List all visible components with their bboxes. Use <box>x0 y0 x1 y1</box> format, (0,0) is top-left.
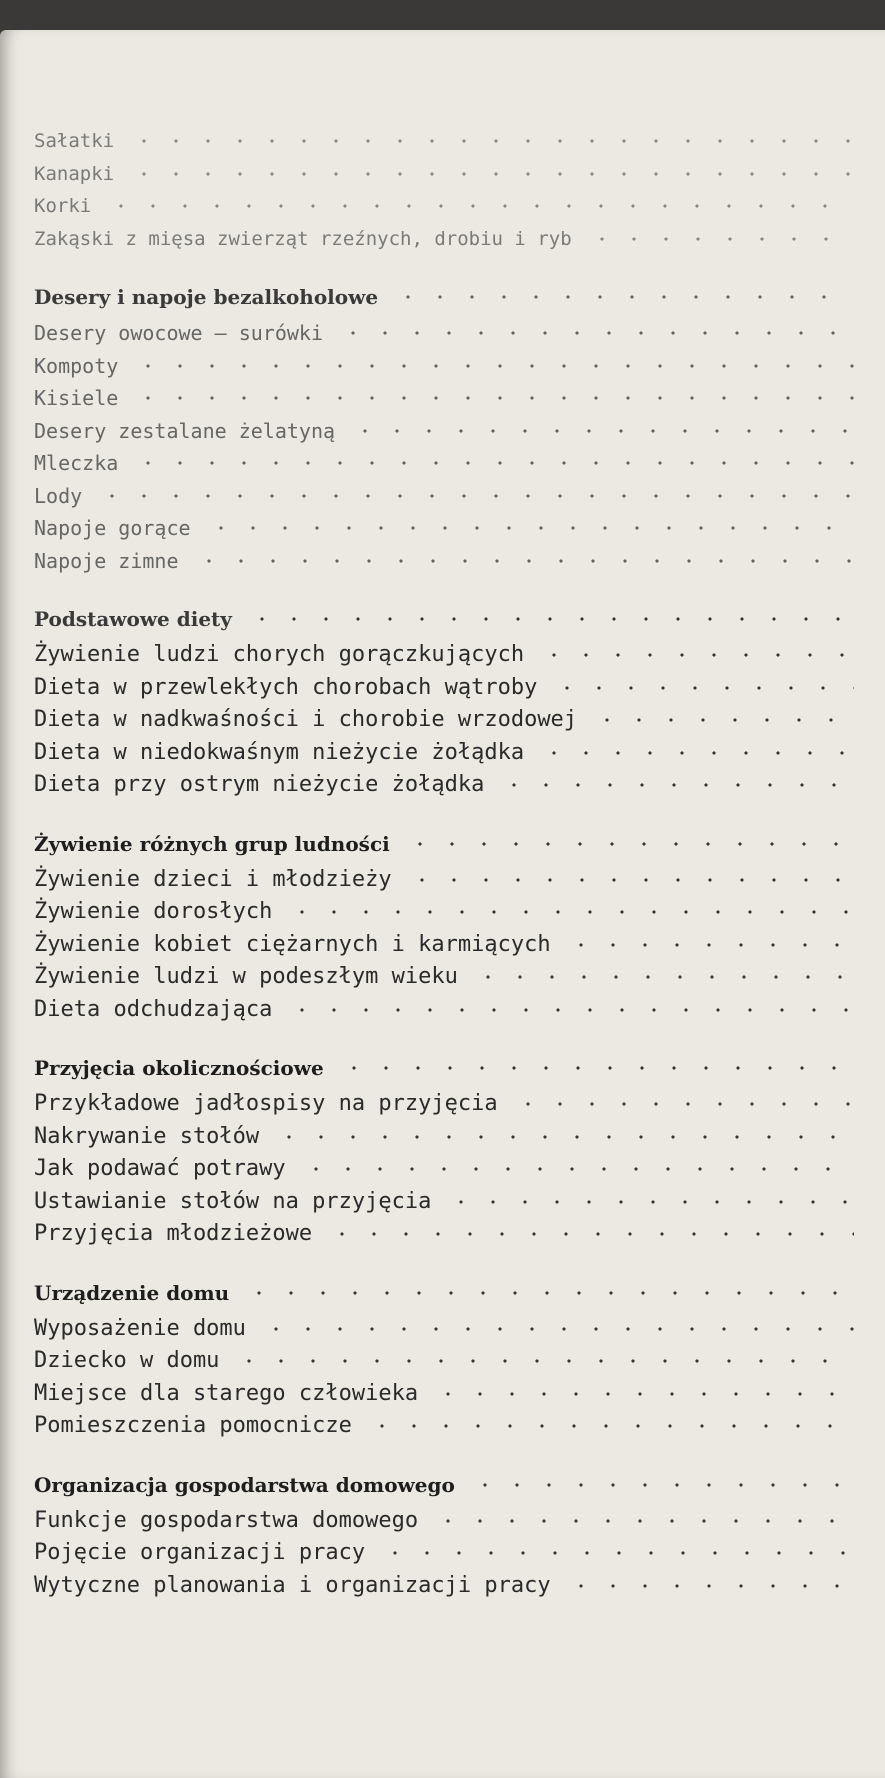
section-heading <box>34 1465 854 1505</box>
toc-entry-text: Żywienie ludzi chorych gorączkujących <box>34 642 525 667</box>
dot-leader <box>349 429 854 433</box>
toc-entry <box>34 480 854 513</box>
toc-entry <box>34 1121 854 1154</box>
toc-entry <box>34 1153 854 1186</box>
toc-entry <box>34 639 854 672</box>
toc-entry-text: Żywienie dorosłych <box>34 899 273 924</box>
toc-entry <box>34 672 854 705</box>
dot-leader <box>565 943 854 947</box>
toc-entry <box>34 190 854 223</box>
toc-entry <box>34 1345 854 1378</box>
dot-leader <box>512 1102 854 1106</box>
toc-entry-text: Zakąski z mięsa zwierząt rzeźnych, drobiu i ryb <box>34 227 572 250</box>
toc-entry <box>34 961 854 994</box>
toc-entry <box>34 704 854 737</box>
book-page <box>0 30 885 1778</box>
toc-entry <box>34 512 854 545</box>
dot-leader <box>404 842 854 846</box>
toc-entry-text: Kompoty <box>34 353 119 378</box>
toc-entry-text: Pomieszczenia pomocnicze <box>34 1413 352 1438</box>
section-heading-text: Przyjęcia okolicznościowe <box>34 1056 324 1080</box>
toc-entry-text: Desery owocowe — surówki <box>34 321 323 345</box>
toc-entry-text: Kisiele <box>34 386 119 410</box>
toc-entry <box>34 769 854 802</box>
toc-entry-text: Sałatki <box>34 130 115 152</box>
dot-leader <box>469 1483 854 1487</box>
section-heading <box>34 1048 854 1088</box>
toc-entry-text: Miejsce dla starego człowieka <box>34 1380 419 1406</box>
toc-entry-text: Napoje zimne <box>34 548 179 573</box>
dot-leader <box>406 878 854 882</box>
toc-entry <box>34 994 854 1027</box>
dot-leader <box>243 1291 854 1295</box>
toc-entry-text: Napoje gorące <box>34 516 191 540</box>
dot-leader <box>233 1359 854 1363</box>
toc-section <box>34 1465 854 1603</box>
dot-leader <box>551 686 854 690</box>
toc-entry-text: Dieta odchudzająca <box>34 996 273 1022</box>
toc-entry-text: Dieta w przewlekłych chorobach wątroby <box>34 674 538 700</box>
dot-leader <box>205 526 854 530</box>
toc-entry-text: Nakrywanie stołów <box>34 1123 260 1149</box>
toc-entry <box>34 929 854 962</box>
toc-entry <box>34 1218 854 1251</box>
toc-entry-text: Mleczka <box>34 451 119 475</box>
section-heading <box>34 824 854 864</box>
dot-leader <box>432 1519 854 1523</box>
dot-leader <box>132 461 854 465</box>
section-heading <box>34 1273 854 1313</box>
dot-leader <box>273 1135 854 1139</box>
toc-entry-text: Korki <box>34 195 92 217</box>
toc-section <box>34 125 854 255</box>
toc-entry-text: Wyposażenie domu <box>34 1315 246 1341</box>
section-heading-text: Urządzenie domu <box>34 1280 230 1305</box>
section-heading <box>34 599 854 639</box>
toc-entry <box>34 1537 854 1570</box>
table-of-contents <box>34 125 854 1624</box>
dot-leader <box>132 364 854 368</box>
toc-entry <box>34 1570 854 1603</box>
dot-leader <box>472 975 854 979</box>
dot-leader <box>338 1066 854 1070</box>
toc-entry-text: Przykładowe jadłospisy na przyjęcia <box>34 1091 498 1116</box>
toc-section <box>34 599 854 802</box>
toc-entry-text: Desery zestalane żelatyną <box>34 418 336 443</box>
toc-section <box>34 1048 854 1251</box>
toc-entry-text: Pojęcie organizacji pracy <box>34 1540 366 1565</box>
section-heading-text: Desery i napoje bezalkoholowe <box>34 285 379 309</box>
dot-leader <box>128 172 854 176</box>
toc-entry <box>34 415 854 448</box>
toc-entry <box>34 158 854 191</box>
toc-entry <box>34 1088 854 1121</box>
dot-leader <box>591 718 854 722</box>
dot-leader <box>128 139 854 143</box>
dot-leader <box>432 1392 854 1396</box>
toc-entry <box>34 1186 854 1219</box>
toc-entry <box>34 864 854 897</box>
toc-section <box>34 824 854 1027</box>
section-heading-text: Żywienie różnych grup ludności <box>34 831 390 856</box>
toc-entry-text: Żywienie kobiet ciężarnych i karmiących <box>34 931 551 957</box>
dot-leader <box>96 494 854 498</box>
toc-entry-text: Ustawianie stołów na przyjęcia <box>34 1188 432 1214</box>
dot-leader <box>105 204 854 208</box>
dot-leader <box>565 1584 854 1588</box>
dot-leader <box>586 237 854 241</box>
toc-entry-text: Funkcje gospodarstwa domowego <box>34 1507 419 1533</box>
toc-entry <box>34 317 854 350</box>
toc-section <box>34 1273 854 1443</box>
dot-leader <box>246 617 854 621</box>
dot-leader <box>379 1551 854 1555</box>
dot-leader <box>392 295 854 299</box>
dot-leader <box>445 1200 854 1204</box>
dot-leader <box>193 559 855 563</box>
toc-section <box>34 277 854 577</box>
dot-leader <box>300 1167 854 1171</box>
toc-entry <box>34 223 854 256</box>
toc-entry <box>34 737 854 770</box>
toc-entry-text: Kanapki <box>34 162 115 185</box>
dot-leader <box>538 653 854 657</box>
toc-entry-text: Lody <box>34 483 83 508</box>
toc-entry <box>34 896 854 929</box>
toc-entry <box>34 125 854 158</box>
toc-entry <box>34 1378 854 1411</box>
section-heading-text: Podstawowe diety <box>34 607 232 631</box>
toc-entry-text: Dziecko w domu <box>34 1348 220 1373</box>
dot-leader <box>286 1008 854 1012</box>
section-heading <box>34 277 854 317</box>
dot-leader <box>132 396 854 400</box>
dot-leader <box>498 783 854 787</box>
toc-entry-text: Dieta w nadkwaśności i chorobie wrzodowej <box>34 707 578 732</box>
toc-entry <box>34 447 854 480</box>
toc-entry <box>34 1410 854 1443</box>
toc-entry <box>34 350 854 383</box>
toc-entry <box>34 545 854 578</box>
dot-leader <box>337 331 854 335</box>
dot-leader <box>366 1424 854 1428</box>
section-heading-text: Organizacja gospodarstwa domowego <box>34 1472 455 1497</box>
toc-entry-text: Jak podawać potrawy <box>34 1156 286 1181</box>
toc-entry-text: Żywienie ludzi w podeszłym wieku <box>34 964 458 989</box>
toc-entry-text: Dieta przy ostrym nieżycie żołądka <box>34 772 485 797</box>
dot-leader <box>286 910 854 914</box>
toc-entry <box>34 382 854 415</box>
toc-entry <box>34 1505 854 1538</box>
toc-entry-text: Żywienie dzieci i młodzieży <box>34 866 392 892</box>
toc-entry-text: Dieta w niedokwaśnym nieżycie żołądka <box>34 739 525 765</box>
toc-entry-text: Przyjęcia młodzieżowe <box>34 1221 313 1246</box>
dot-leader <box>260 1327 854 1331</box>
toc-entry-text: Wytyczne planowania i organizacji pracy <box>34 1572 551 1598</box>
dot-leader <box>538 751 854 755</box>
dot-leader <box>326 1232 854 1236</box>
toc-entry <box>34 1313 854 1346</box>
